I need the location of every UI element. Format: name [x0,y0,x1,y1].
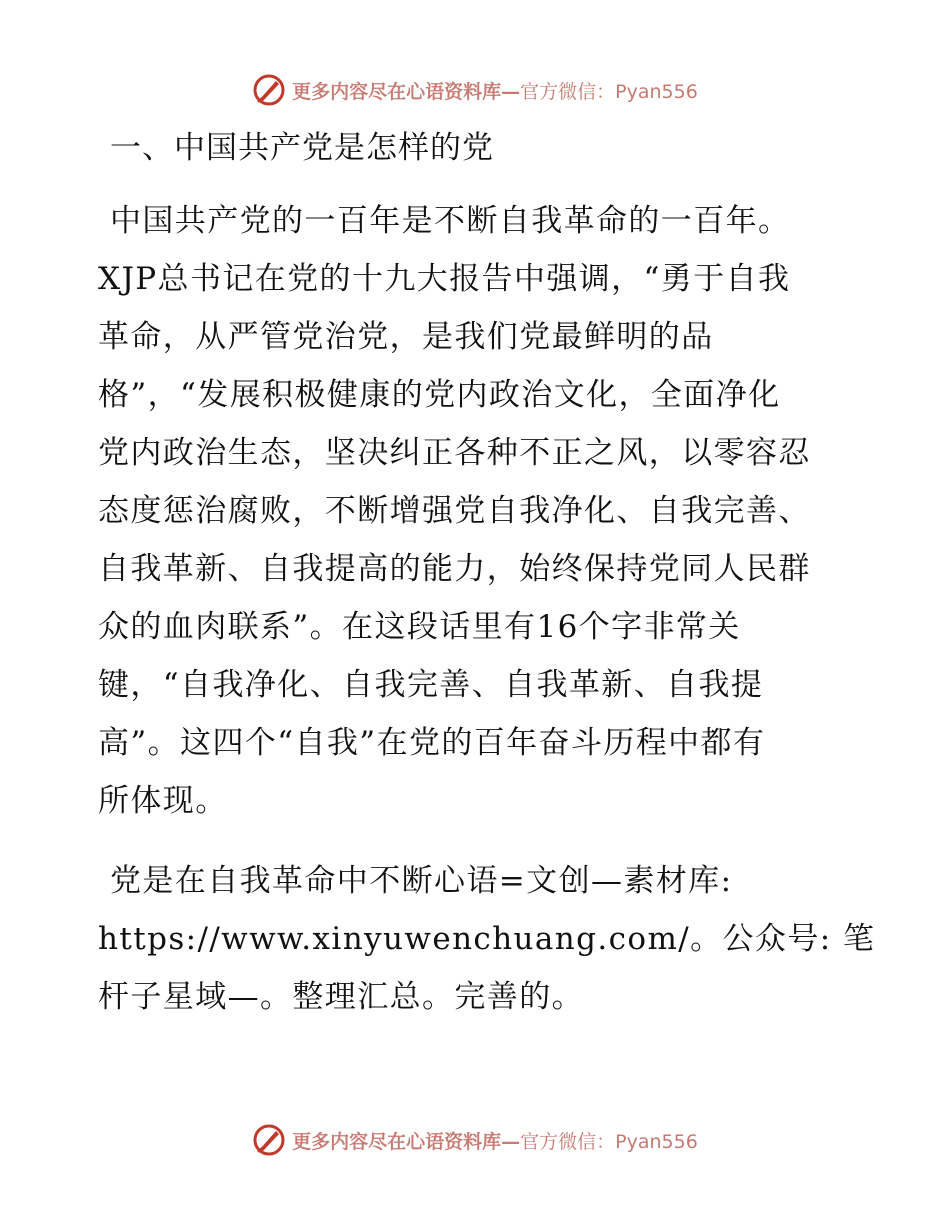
paragraph-line: 自我革新、自我提高的能力，始终保持党同人民群 [98,551,811,587]
banner-main-text: 更多内容尽在心语资料库 [292,1130,502,1153]
banner-wechat-text: 官方微信：Pyan556 [520,80,698,103]
quill-pen-logo-icon [252,73,286,107]
paragraph-line: 党是在自我革命中不断心语=文创—素材库: [110,863,733,899]
paragraph-line: 所体现。 [98,783,228,819]
paragraph-line: 革命，从严管党治党，是我们党最鲜明的品 [98,319,714,355]
banner-main-text: 更多内容尽在心语资料库 [292,80,502,103]
banner-separator: — [501,80,521,103]
paragraph-2 [98,852,876,1026]
paragraph-line: 中国共产党的一百年是不断自我革命的一百年。 [110,203,791,239]
footer-watermark-banner [0,1120,950,1160]
section-heading: 一、中国共产党是怎样的党 [110,130,494,166]
banner-text [292,77,698,104]
banner-separator: — [501,1130,521,1153]
paragraph-line: 键，“自我净化、自我完善、自我革新、自我提 [98,667,764,703]
paragraph-line: XJP总书记在党的十九大报告中强调，“勇于自我 [98,261,791,297]
header-watermark-banner [0,70,950,110]
banner-wechat-text: 官方微信：Pyan556 [520,1130,698,1153]
paragraph-line: 态度惩治腐败，不断增强党自我净化、自我完善、 [98,493,811,529]
paragraph-line: 党内政治生态，坚决纠正各种不正之风，以零容忍 [98,435,811,471]
paragraph-line: 格”，“发展积极健康的党内政治文化，全面净化 [98,377,781,413]
quill-pen-logo-icon [252,1123,286,1157]
paragraph-1 [98,192,858,830]
paragraph-line: 高”。这四个“自我”在党的百年奋斗历程中都有 [98,725,766,761]
banner-text [292,1127,698,1154]
paragraph-line: 杆子星域—。整理汇总。完善的。 [98,979,584,1015]
paragraph-line-url: https://www.xinyuwenchuang.com/。公众号: 笔 [98,921,876,957]
paragraph-line: 众的血肉联系”。在这段话里有16个字非常关 [98,609,741,645]
